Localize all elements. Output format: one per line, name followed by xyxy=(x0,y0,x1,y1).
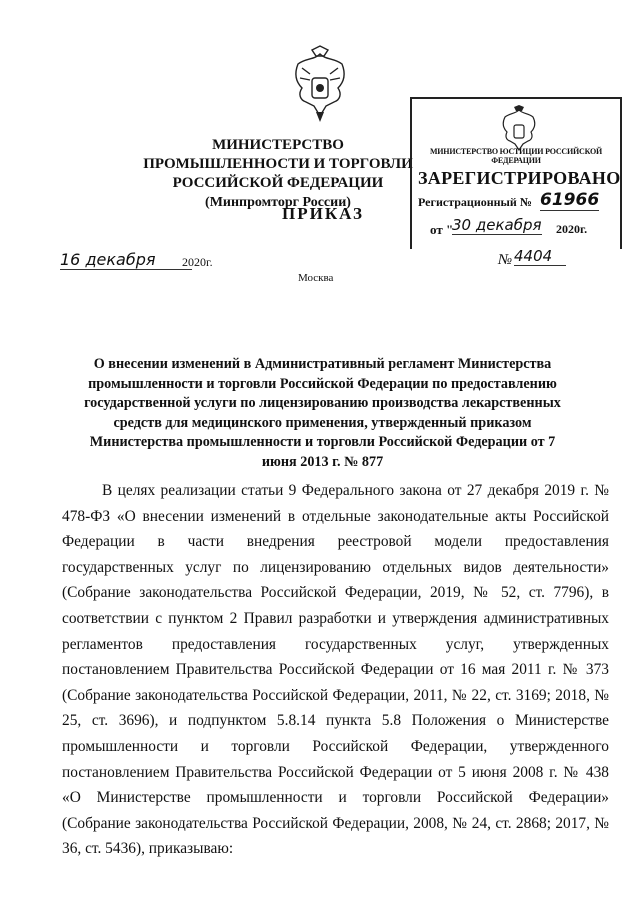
document-body: В целях реализации статьи 9 Федерального закона от 27 декабря 2019 г. № 478-ФЗ «О внесении изменений в отдельные законодательные акты Российской Федерации в части внедрения реестровой модели предоставления государственных услуг по лицензированию отдельных видов деятельности» (Собрание законодательства Российской Федерации, 2019, № 52, ст. 7796), в соответствии с пунктом 2 Правил разработки и утверждения административных регламентов предоставления государственных услуг, утвержденных постановлением Правительства Российской Федерации от 16 мая 2011 г. № 373 (Собрание законодательства Российской Федерации, 2011, № 22, ст. 3169; 2018, № 25, ст. 3696), и подпунктом 5.8.14 пункта 5.8 Положения о Министерстве промышленности и торговли Российской Федерации, утвержденного постановлением Правительства Российской Федерации от 5 июня 2008 г. № 438 «О Министерстве промышленности и торговли Российской Федерации» (Собрание законодательства Российской Федерации, 2008, № 24, ст. 2868; 2017, № 36, ст. 5436), приказываю: xyxy=(62,482,609,858)
city: Москва xyxy=(298,272,334,284)
stamp-date-value: 30 декабря xyxy=(452,216,542,234)
stamp-date-label: от " xyxy=(430,222,454,237)
ministry-short-name: (Минпромторг России) xyxy=(205,195,351,210)
order-number: 4404 xyxy=(514,247,566,266)
order-date: 16 декабря xyxy=(60,250,192,270)
stamp-status: ЗАРЕГИСТРИРОВАНО xyxy=(418,168,621,188)
document-type: ПРИКАЗ xyxy=(282,204,364,223)
stamp-organization: МИНИСТЕРСТВО ЮСТИЦИИ РОССИЙСКОЙ ФЕДЕРАЦИИ xyxy=(429,147,603,165)
ministry-name-line1: МИНИСТЕРСТВО ПРОМЫШЛЕННОСТИ И ТОРГОВЛИ xyxy=(143,137,413,172)
order-date-year: 2020г. xyxy=(182,255,213,269)
order-number-sign: № xyxy=(498,252,513,268)
stamp-date-year: 2020г. xyxy=(556,222,588,236)
stamp-reg-label: Регистрационный № xyxy=(418,195,532,209)
document-title: О внесении изменений в Административный регламент Министерства промышленности и торговли Российской Федерации по предоставлению государственной услуги по лицензированию производства лекарственных средств для медицинского применения, утвержденный приказом Министерства промышленности и торговли Российской Федерации от 7 июня 2013 г. № 877 xyxy=(84,356,561,470)
stamp-reg-number: 61966 xyxy=(540,190,600,210)
ministry-name-line2: РОССИЙСКОЙ ФЕДЕРАЦИИ xyxy=(172,175,384,191)
coat-of-arms-icon xyxy=(284,44,356,124)
ministry-header xyxy=(130,136,426,212)
